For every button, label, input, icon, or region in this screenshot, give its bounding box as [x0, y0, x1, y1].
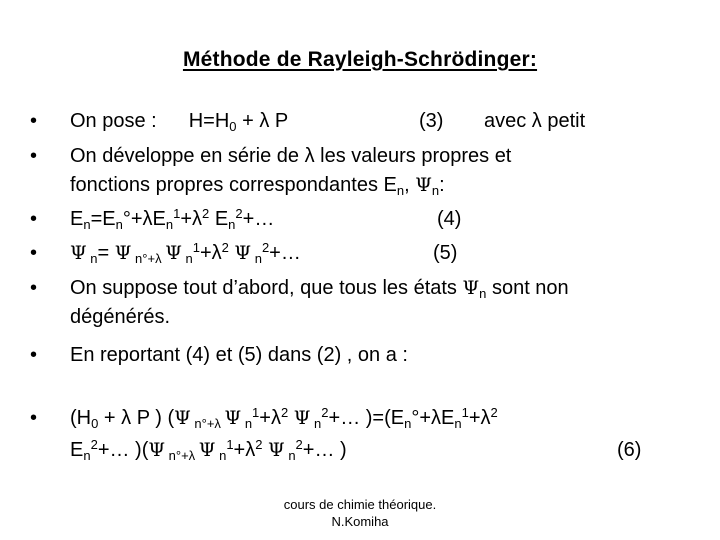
footer-course: cours de chimie théorique. — [283, 497, 437, 512]
psi-symbol: Ψ — [70, 242, 87, 264]
footer — [0, 496, 720, 530]
psi-symbol: Ψ — [165, 242, 182, 264]
psi-symbol: Ψ — [415, 174, 432, 196]
bullet-icon: • — [30, 277, 38, 299]
equation-number-6: (6) — [617, 439, 642, 461]
psi-symbol: Ψ — [462, 277, 480, 299]
bullet-icon: • — [30, 242, 38, 264]
bullet-item-substitution: • En reportant (4) et (5) dans (2) , on a : — [30, 341, 408, 370]
bullet-item-energy-expansion: • $E_n=E_n^\circ+\lambda E_n^1+\lambda^2$ $E_n^2+\dots$ — [30, 206, 275, 232]
bullet-icon: • — [30, 344, 38, 366]
bullet-item-pose: • On pose : $H=H_0 + \lambda$ P — [30, 107, 288, 136]
bullet-item-develop-continuation: fonctions propres correspondantes $E_n$, $\Psi_n$: — [70, 174, 445, 198]
bullet-item-equation-6-continuation: $E_n^2+\dots$ )(Ψ $_{n^\circ+\lambda}$ Ψ $_n^1+\lambda^2$ Ψ $_n^2$+… ) — [70, 437, 347, 463]
bullet-icon: • — [30, 110, 38, 132]
page-title: Méthode de Rayleigh-Schrödinger: — [182, 48, 538, 71]
psi-symbol: Ψ — [293, 407, 311, 429]
psi-symbol: Ψ — [148, 439, 166, 461]
bullet-icon: • — [30, 208, 38, 230]
bullet-item-develop: • On développe en série de λ les valeurs propres et — [30, 142, 511, 171]
psi-symbol: Ψ — [174, 407, 191, 429]
footer-author: N.Komiha — [331, 514, 389, 529]
equation-number-4: (4) — [437, 208, 462, 230]
equation-number-5: (5) — [433, 242, 458, 264]
bullet-item-non-degenerate-continuation: dégénérés. — [70, 306, 171, 328]
bullet-icon: • — [30, 145, 38, 167]
psi-symbol: Ψ — [234, 242, 252, 264]
bullet-item-equation-6: • ($H_0 + \lambda$ P ) (Ψ $_{n^\circ+\lambda}$ Ψ $_n^1+\lambda^2$ Ψ $_n^2$+… )$=(E_n^\circ+\lambda E_n^1+\lambda^2$ — [30, 405, 498, 431]
psi-symbol: Ψ — [268, 439, 285, 461]
psi-symbol: Ψ — [198, 439, 216, 461]
bullet-icon: • — [30, 407, 38, 429]
note-small-lambda: avec λ petit — [484, 110, 586, 132]
psi-symbol: Ψ — [114, 242, 132, 264]
equation-number-3: (3) — [419, 110, 444, 132]
psi-symbol: Ψ — [224, 407, 242, 429]
bullet-item-psi-expansion: • Ψ $_n$= Ψ $_{n^\circ+\lambda}$ Ψ $_n^1+\lambda^2$ Ψ $_n^2$+… — [30, 240, 301, 266]
bullet-item-non-degenerate: • On suppose tout d’abord, que tous les états $\Psi_n$ sont non — [30, 274, 569, 303]
